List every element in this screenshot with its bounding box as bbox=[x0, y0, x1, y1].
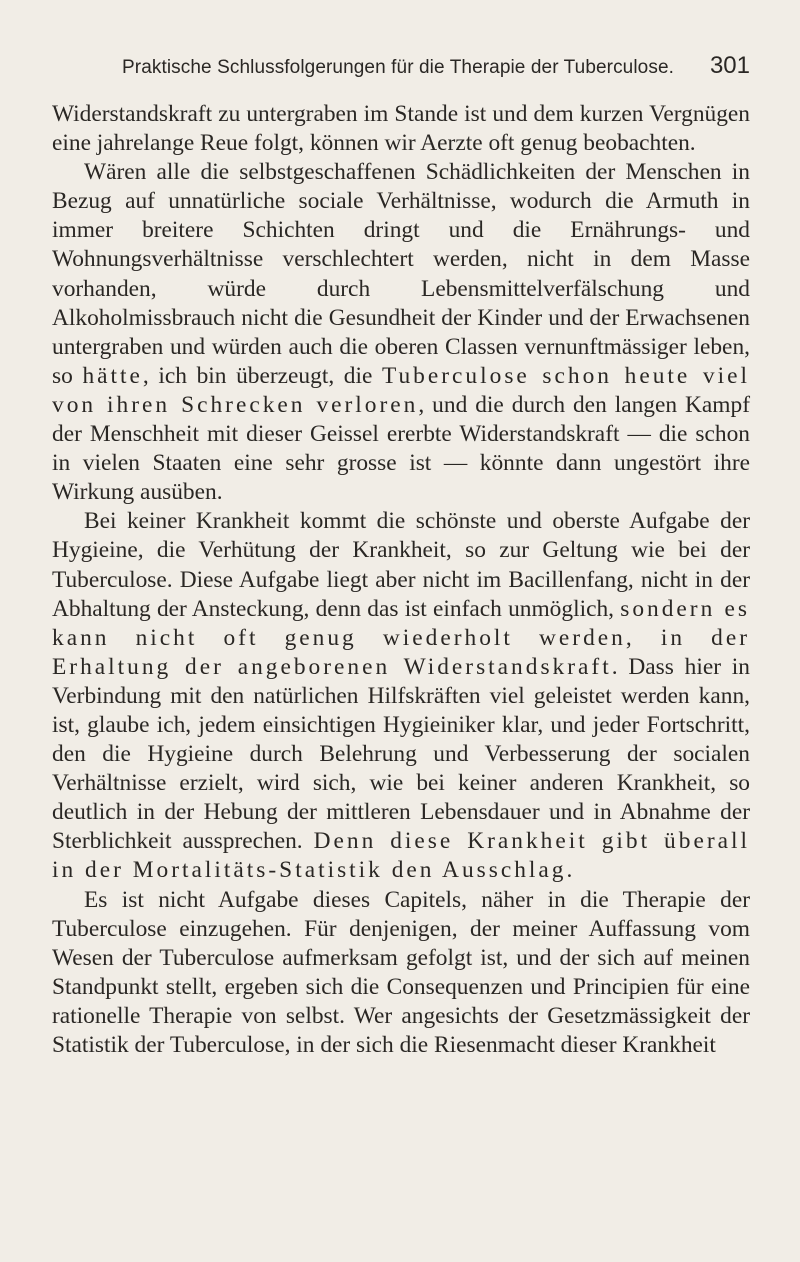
text-run: Widerstandskraft zu untergraben im Stande ist und dem kurzen Vergnügen eine jahrelange Reue folgt, können wir Aerzte oft genug beobachten. bbox=[52, 101, 750, 157]
text-run: Wären alle die selbstgeschaffenen Schädlichkeiten der Menschen in Bezug auf unnatürliche sociale Verhältnisse, wodurch die Armuth in immer breitere Schichten dringt und die Ernährungs- und Wohnungsverhältnisse verschlechtert werden, nicht in dem Masse vorhanden, würde durch Lebensmittelverfälschung und Alkoholmissbrauch nicht die Gesundheit der Kinder und der Erwachsenen untergraben und würden auch die oberen Classen vernunftmässiger leben, so bbox=[52, 159, 750, 389]
page-number: 301 bbox=[709, 52, 750, 79]
text-run: , ich bin überzeugt, die bbox=[142, 362, 383, 389]
spaced-emphasis: Denn diese Krankheit gibt überall in der Mortalitäts-Statistik den Ausschlag bbox=[52, 828, 750, 884]
paragraph-1 bbox=[52, 100, 750, 158]
text-run: Es ist nicht Aufgabe dieses Capitels, näher in die Therapie der Tuberculose einzugehen. Für denjenigen, der meiner Auffassung vom Wesen der Tuberculose aufmerksam gefolgt ist, und der sich auf meinen Standpunkt stellt, ergeben sich die Consequenzen und Principien für eine rationelle Therapie von selbst. Wer angesichts der Gesetzmässigkeit der Statistik der Tuberculose, in der sich die Riesenmacht dieser Krankheit bbox=[52, 886, 750, 1058]
paragraph-4 bbox=[52, 886, 750, 1061]
page-header bbox=[122, 52, 750, 94]
paragraph-3 bbox=[52, 507, 750, 885]
text-run: Bei keiner Krankheit kommt die schönste und oberste Aufgabe der Hygieine, die Verhütung der Krankheit, so zur Geltung wie bei der Tuberculose. Diese Aufgabe liegt aber nicht im Bacillenfang, nicht in der Abhaltung der Ansteckung, denn das ist einfach unmöglich, bbox=[52, 508, 750, 622]
paragraph-2 bbox=[52, 158, 750, 507]
running-title: Praktische Schlussfolgerungen für die Therapie der Tuberculose. bbox=[122, 57, 674, 78]
spaced-emphasis: hätte bbox=[82, 362, 143, 389]
text-run: . Dass hier in Verbindung mit den natürlichen Hilfskräften viel geleistet werden kann, ist, glaube ich, jedem einsichtigen Hygieiniker klar, und jeder Fortschritt, den die Hygieine durch Belehrung und Verbesserung der socialen Verhältnisse erzielt, wird sich, wie bei keiner anderen Krankheit, so deutlich in der Hebung der mittleren Lebensdauer und in Abnahme der Sterblichkeit aussprechen. bbox=[52, 653, 750, 855]
text-run: , und die durch den langen Kampf der Menschheit mit dieser Geissel ererbte Widerstandskraft — die schon in vielen Staaten eine sehr grosse ist — könnte dann ungestört ihre Wirkung ausüben. bbox=[52, 391, 750, 506]
spaced-emphasis: Tuberculose schon heute viel von ihren Schrecken verloren bbox=[52, 362, 750, 418]
spaced-emphasis: sondern es kann nicht oft genug wiederholt werden, in der Erhaltung der angeborenen Widerstandskraft bbox=[52, 595, 751, 680]
text-run: . bbox=[566, 857, 573, 884]
body-text bbox=[52, 100, 750, 1060]
